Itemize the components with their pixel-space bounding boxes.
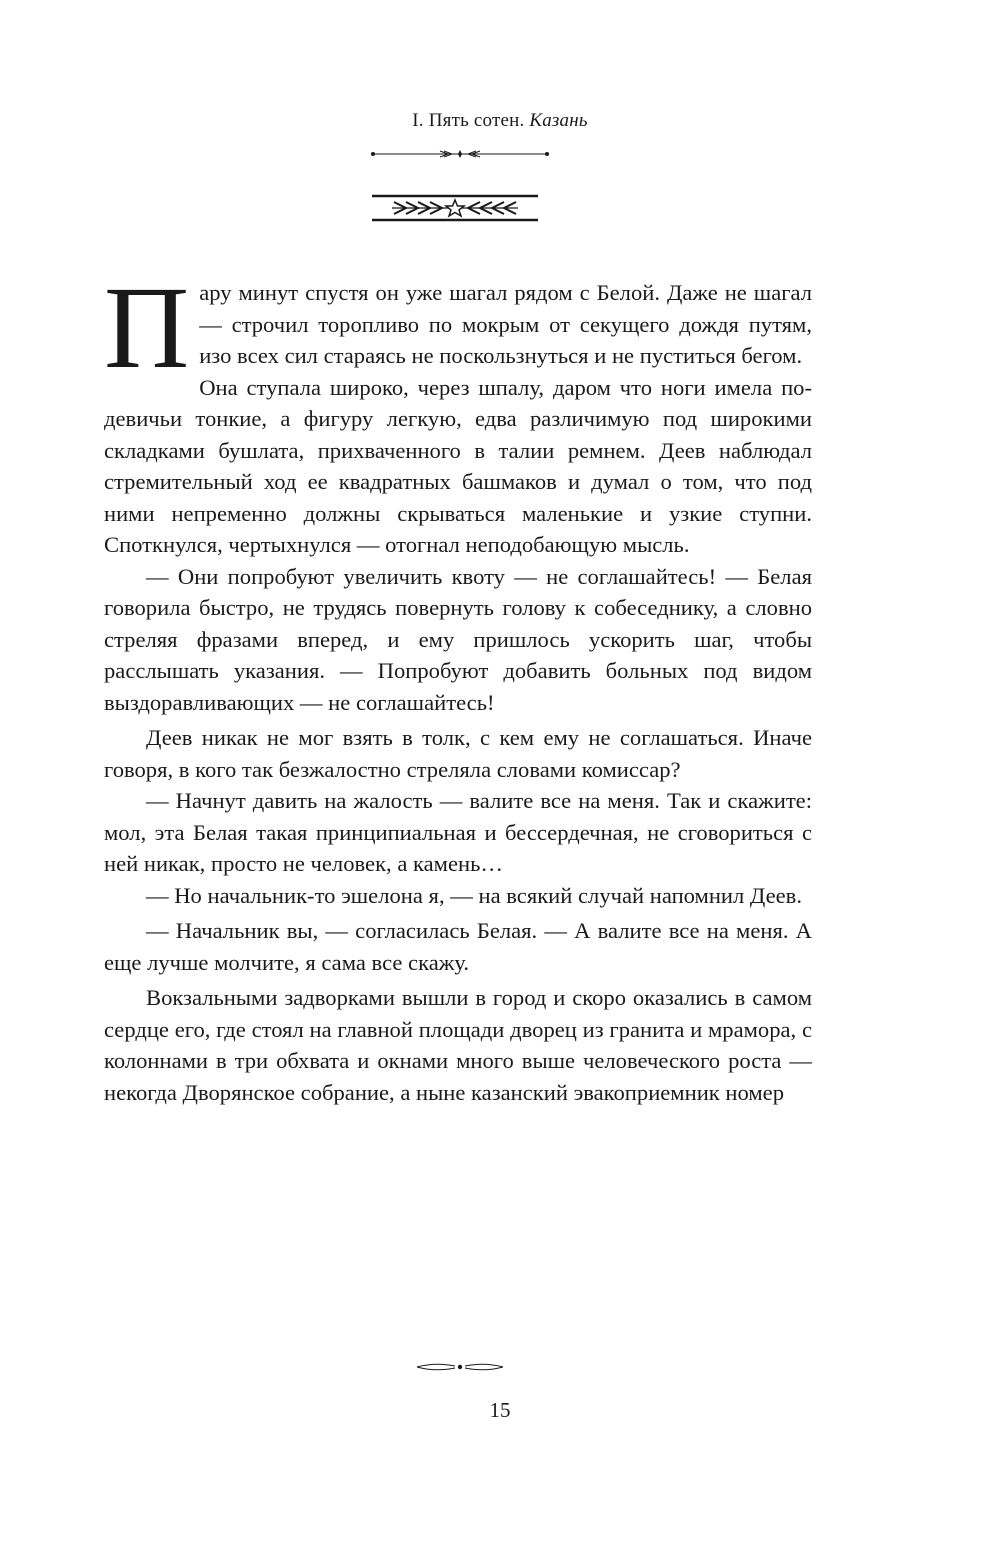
footer-ornament [415, 1360, 505, 1374]
paragraph: Она ступала широко, через шпалу, даром что ноги имела по-девичьи тонкие, а фигуру легкую, едва различимую под широкими складками бушлата, прихваченного в талии ремнем. Деев наблюдал стремительный ход ее квадратных башмаков и думал о том, что под ними непременно должны скрываться маленькие и узкие ступни. Споткнулся, чертыхнулся — отогнал неподобающую мысль. [104, 374, 812, 557]
paragraph: Деев никак не мог взять в толк, с кем ему не соглашаться. Иначе говоря, в кого так безжалостно стреляла словами комиссар? [104, 725, 812, 782]
paragraph: — Они попробуют увеличить квоту — не соглашайтесь! — Белая говорила быстро, не трудясь повернуть голову к собеседнику, а словно стреляя фразами вперед, и ему пришлось ускорить шаг, чтобы расслышать указания. — Попробуют добавить больных под видом выздоравливающих — не соглашайтесь! [104, 563, 812, 715]
paragraph-1-text: ару минут спустя он уже шагал рядом с Белой. Даже не шагал — строчил торопливо по мокрым от секущего дождя путям, изо всех сил стараясь не поскользнуться и не пуститься бегом. [199, 280, 812, 368]
paragraph: — Начнут давить на жалость — валите все на меня. Так и скажите: мол, эта Белая такая принципиальная и бессердечная, не сговориться с ней никак, просто не человек, а камень… [104, 788, 812, 876]
paragraph: Вокзальными задворками вышли в город и скоро оказались в самом сердце его, где стоял на главной площади дворец из гранита и мрамора, с колоннами в три обхвата и окнами много выше человеческого роста — некогда Дворянское собрание, а ныне казанский эвакоприемник номер [104, 985, 812, 1105]
paragraph: — Но начальник-то эшелона я, — на всякий случай напомнил Деев. [146, 882, 802, 908]
header-section: I. Пять сотен. [412, 110, 525, 131]
paragraph-opening [104, 262, 812, 393]
main-text [104, 262, 812, 1108]
running-header [0, 110, 1000, 132]
header-rule-ornament [370, 146, 550, 162]
page-number: 15 [489, 1398, 511, 1422]
paragraph: — Начальник вы, — согласилась Белая. — А валите все на меня. А еще лучше молчите, я сама все скажу. [104, 918, 812, 975]
header-city: Казань [529, 110, 588, 131]
section-divider-ornament [372, 193, 538, 223]
drop-cap: П [104, 262, 190, 393]
